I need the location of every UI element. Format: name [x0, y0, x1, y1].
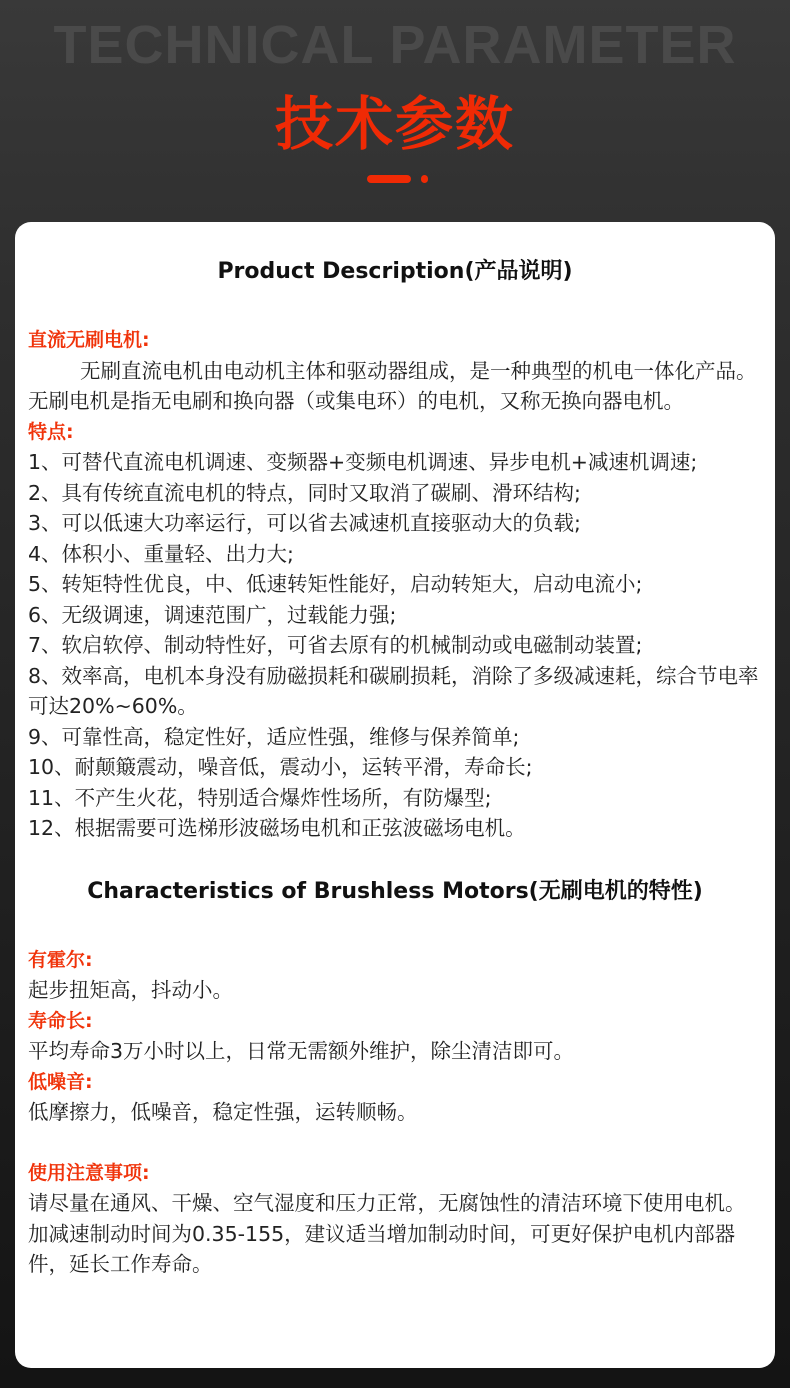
section-label: 特点:: [28, 420, 74, 443]
list-item: 3、可以低速大功率运行，可以省去减速机直接驱动大的负载;: [28, 511, 581, 535]
section-label: 使用注意事项:: [28, 1161, 150, 1184]
list-item: 5、转矩特性优良，中、低速转矩性能好，启动转矩大，启动电流小;: [28, 572, 643, 596]
list-item: 7、软启软停、制动特性好，可省去原有的机械制动或电磁制动装置;: [28, 633, 643, 657]
page-title: 技术参数: [274, 90, 515, 158]
characteristic-text: 平均寿命3万小时以上，日常无需额外维护，除尘清洁即可。: [28, 1039, 575, 1063]
list-item: 8、效率高，电机本身没有励磁损耗和碳刷损耗，消除了多级减速耗，综合节电率可达20%~60%。: [28, 663, 759, 718]
feature-list: [28, 447, 762, 844]
content-card: [15, 222, 775, 1368]
notes-text: 请尽量在通风、干燥、空气湿度和压力正常，无腐蚀性的清洁环境下使用电机。加减速制动时间为0.35-155，建议适当增加制动时间，可更好保护电机内部器件，延长工作寿命。: [28, 1191, 746, 1276]
list-item: 11、不产生火花，特别适合爆炸性场所，有防爆型;: [28, 785, 492, 810]
list-item: 1、可替代直流电机调速、变频器+变频电机调速、异步电机+减速机调速;: [28, 450, 698, 474]
list-item: 12、根据需要可选梯形波磁场电机和正弦波磁场电机。: [28, 816, 526, 840]
title-dot: [421, 175, 428, 183]
characteristics-heading: Characteristics of Brushless Motors(无刷电机的特性): [87, 878, 703, 904]
list-item: 2、具有传统直流电机的特点，同时又取消了碳刷、滑环结构;: [28, 480, 581, 505]
title-underline: [367, 175, 411, 183]
characteristic-text: 起步扭矩高，抖动小。: [28, 978, 233, 1002]
background-title: TECHNICAL PARAMETER: [53, 15, 737, 75]
section-label: 有霍尔:: [28, 948, 93, 971]
list-item: 6、无级调速，调速范围广，过载能力强;: [28, 602, 397, 627]
intro-text: 无刷直流电机由电动机主体和驱动器组成，是一种典型的机电一体化产品。 无刷电机是指无电刷和换向器（或集电环）的电机，又称无换向器电机。: [28, 358, 757, 413]
list-item: 4、体积小、重量轻、出力大;: [28, 541, 294, 566]
product-description-heading: Product Description(产品说明): [217, 259, 573, 284]
section-label: 低噪音:: [28, 1070, 93, 1093]
characteristic-text: 低摩擦力，低噪音，稳定性强，运转顺畅。: [28, 1100, 418, 1124]
section-label: 直流无刷电机:: [28, 329, 150, 351]
section-label: 寿命长:: [28, 1009, 93, 1032]
list-item: 9、可靠性高，稳定性好，适应性强，维修与保养简单;: [28, 724, 520, 749]
list-item: 10、耐颠簸震动，噪音低，震动小，运转平滑，寿命长;: [28, 755, 533, 779]
